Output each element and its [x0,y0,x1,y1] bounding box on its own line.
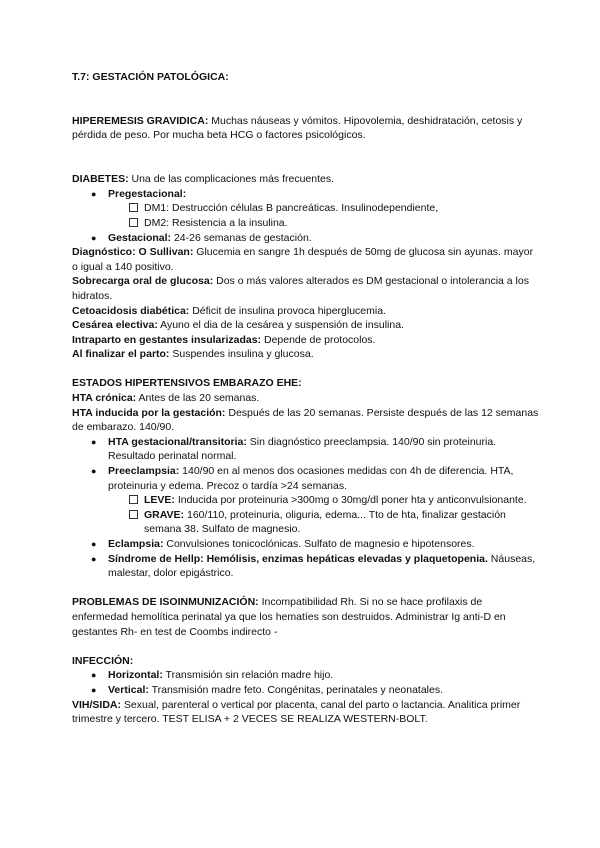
bullet-icon: ● [91,539,97,549]
list-item-grave: GRAVE: 160/110, proteinuria, oliguria, edema... Tto de hta, finalizar gestación semana 38. Sulfato de magnesio. [72,508,540,537]
list-item-hta-transitoria: ● HTA gestacional/transitoria: Sin diagnóstico preeclampsia. 140/90 sin proteinuria. Resultado perinatal normal. [91,435,497,463]
document-page [72,70,540,727]
bullet-icon: ● [91,466,97,477]
finalizar-parto-paragraph: Al finalizar el parto: Suspendes insulina y glucosa. [72,348,314,361]
hta-inducida-paragraph: HTA inducida por la gestación: Después de las 20 semanas. Persiste después de las 12 semanas de embarazo. 140/90. [72,406,539,434]
bullet-icon: ● [91,232,97,243]
diabetes-text: Una de las complicaciones más frecuentes. [128,173,335,186]
cetoacidosis-paragraph: Cetoacidosis diabética: Déficit de insulina provoca hiperglucemia. [72,304,386,317]
bullet-icon: ● [91,436,97,447]
bullet-icon: ● [91,553,97,564]
list-item-dm2: DM2: Resistencia a la insulina. [72,216,540,231]
bullet-icon: ● [91,670,97,681]
hiperemesis-text: Muchas náuseas y vómitos. Hipovolemia, deshidratación, cetosis y pérdida de peso. Por mucha beta HCG o factores psicológicos. [72,114,523,142]
hiperemesis-paragraph [72,114,540,143]
diabetes-label: DIABETES: [72,173,129,186]
sobrecarga-paragraph: Sobrecarga oral de glucosa: Dos o más valores alterados es DM gestacional o intolerancia a los hidratos. [72,275,529,302]
diagnostico-paragraph: Diagnóstico: O Sullivan: Glucemia en sangre 1h después de 50mg de glucosa sin ayunas. mayor o igual a 140 positivo. [72,246,534,273]
list-item-leve: LEVE: Inducida por proteinuria >300mg o 30mg/dl poner hta y anticonvulsionante. [72,493,540,508]
list-item-dm1: DM1: Destrucción células B pancreáticas. Insulinodependiente, [72,201,540,216]
page-title: T.7: GESTACIÓN PATOLÓGICA: [72,71,229,83]
isoinmunizacion-paragraph: PROBLEMAS DE ISOINMUNIZACIÓN: Incompatibilidad Rh. Si no se hace profilaxis de enfermedad hemolítica perinatal ya que los hematíes son destruidos. Administrar Ig anti-D en gestantes Rh- en test de Coombs indirecto - [72,596,506,638]
cesarea-paragraph: Cesárea electiva: Ayuno el dia de la cesárea y suspensión de insulina. [72,319,404,332]
list-item-preeclampsia: ● Preeclampsia: 140/90 en al menos dos ocasiones medidas con 4h de diferencia. HTA, proteinuria y edema. Precoz o tardía >24 semanas. [91,465,514,492]
list-item-hellp: ● Síndrome de Hellp: Hemólisis, enzimas hepáticas elevadas y plaquetopenia. Náuseas, malestar, dolor epigástrico. [91,552,536,580]
list-item-pregestacional: ● Pregestacional: [91,187,187,200]
checkbox-square-icon [129,510,138,519]
intraparto-paragraph: Intraparto en gestantes insularizadas: Depende de protocolos. [72,333,376,346]
hiperemesis-label: HIPEREMESIS GRAVIDICA: [72,114,209,127]
list-item-horizontal: ● Horizontal: Transmisión sin relación madre hijo. [91,669,334,682]
list-item-eclampsia: ● Eclampsia: Convulsiones tonicoclónicas. Sulfato de magnesio e hipotensores. [91,538,475,550]
list-item-vertical: ● Vertical: Transmisión madre feto. Congénitas, perinatales y neonatales. [91,683,444,696]
checkbox-square-icon [129,203,138,212]
list-item-gestacional: ● Gestacional: 24-26 semanas de gestación. [91,231,312,244]
infeccion-heading: INFECCIÓN: [72,654,134,667]
bullet-icon: ● [91,684,97,695]
hta-cronica-paragraph: HTA crónica: Antes de las 20 semanas. [72,392,260,405]
bullet-icon: ● [91,188,97,199]
ehe-heading: ESTADOS HIPERTENSIVOS EMBARAZO EHE: [72,377,302,390]
vih-paragraph: VIH/SIDA: Sexual, parenteral o vertical por placenta, canal del parto o lactancia. Analitica primer trimestre y tercero. TEST ELISA + 2 VECES SE REALIZA WESTERN-BOLT. [72,698,521,726]
diabetes-paragraph [72,172,540,187]
checkbox-square-icon [129,495,138,504]
checkbox-square-icon [129,218,138,227]
